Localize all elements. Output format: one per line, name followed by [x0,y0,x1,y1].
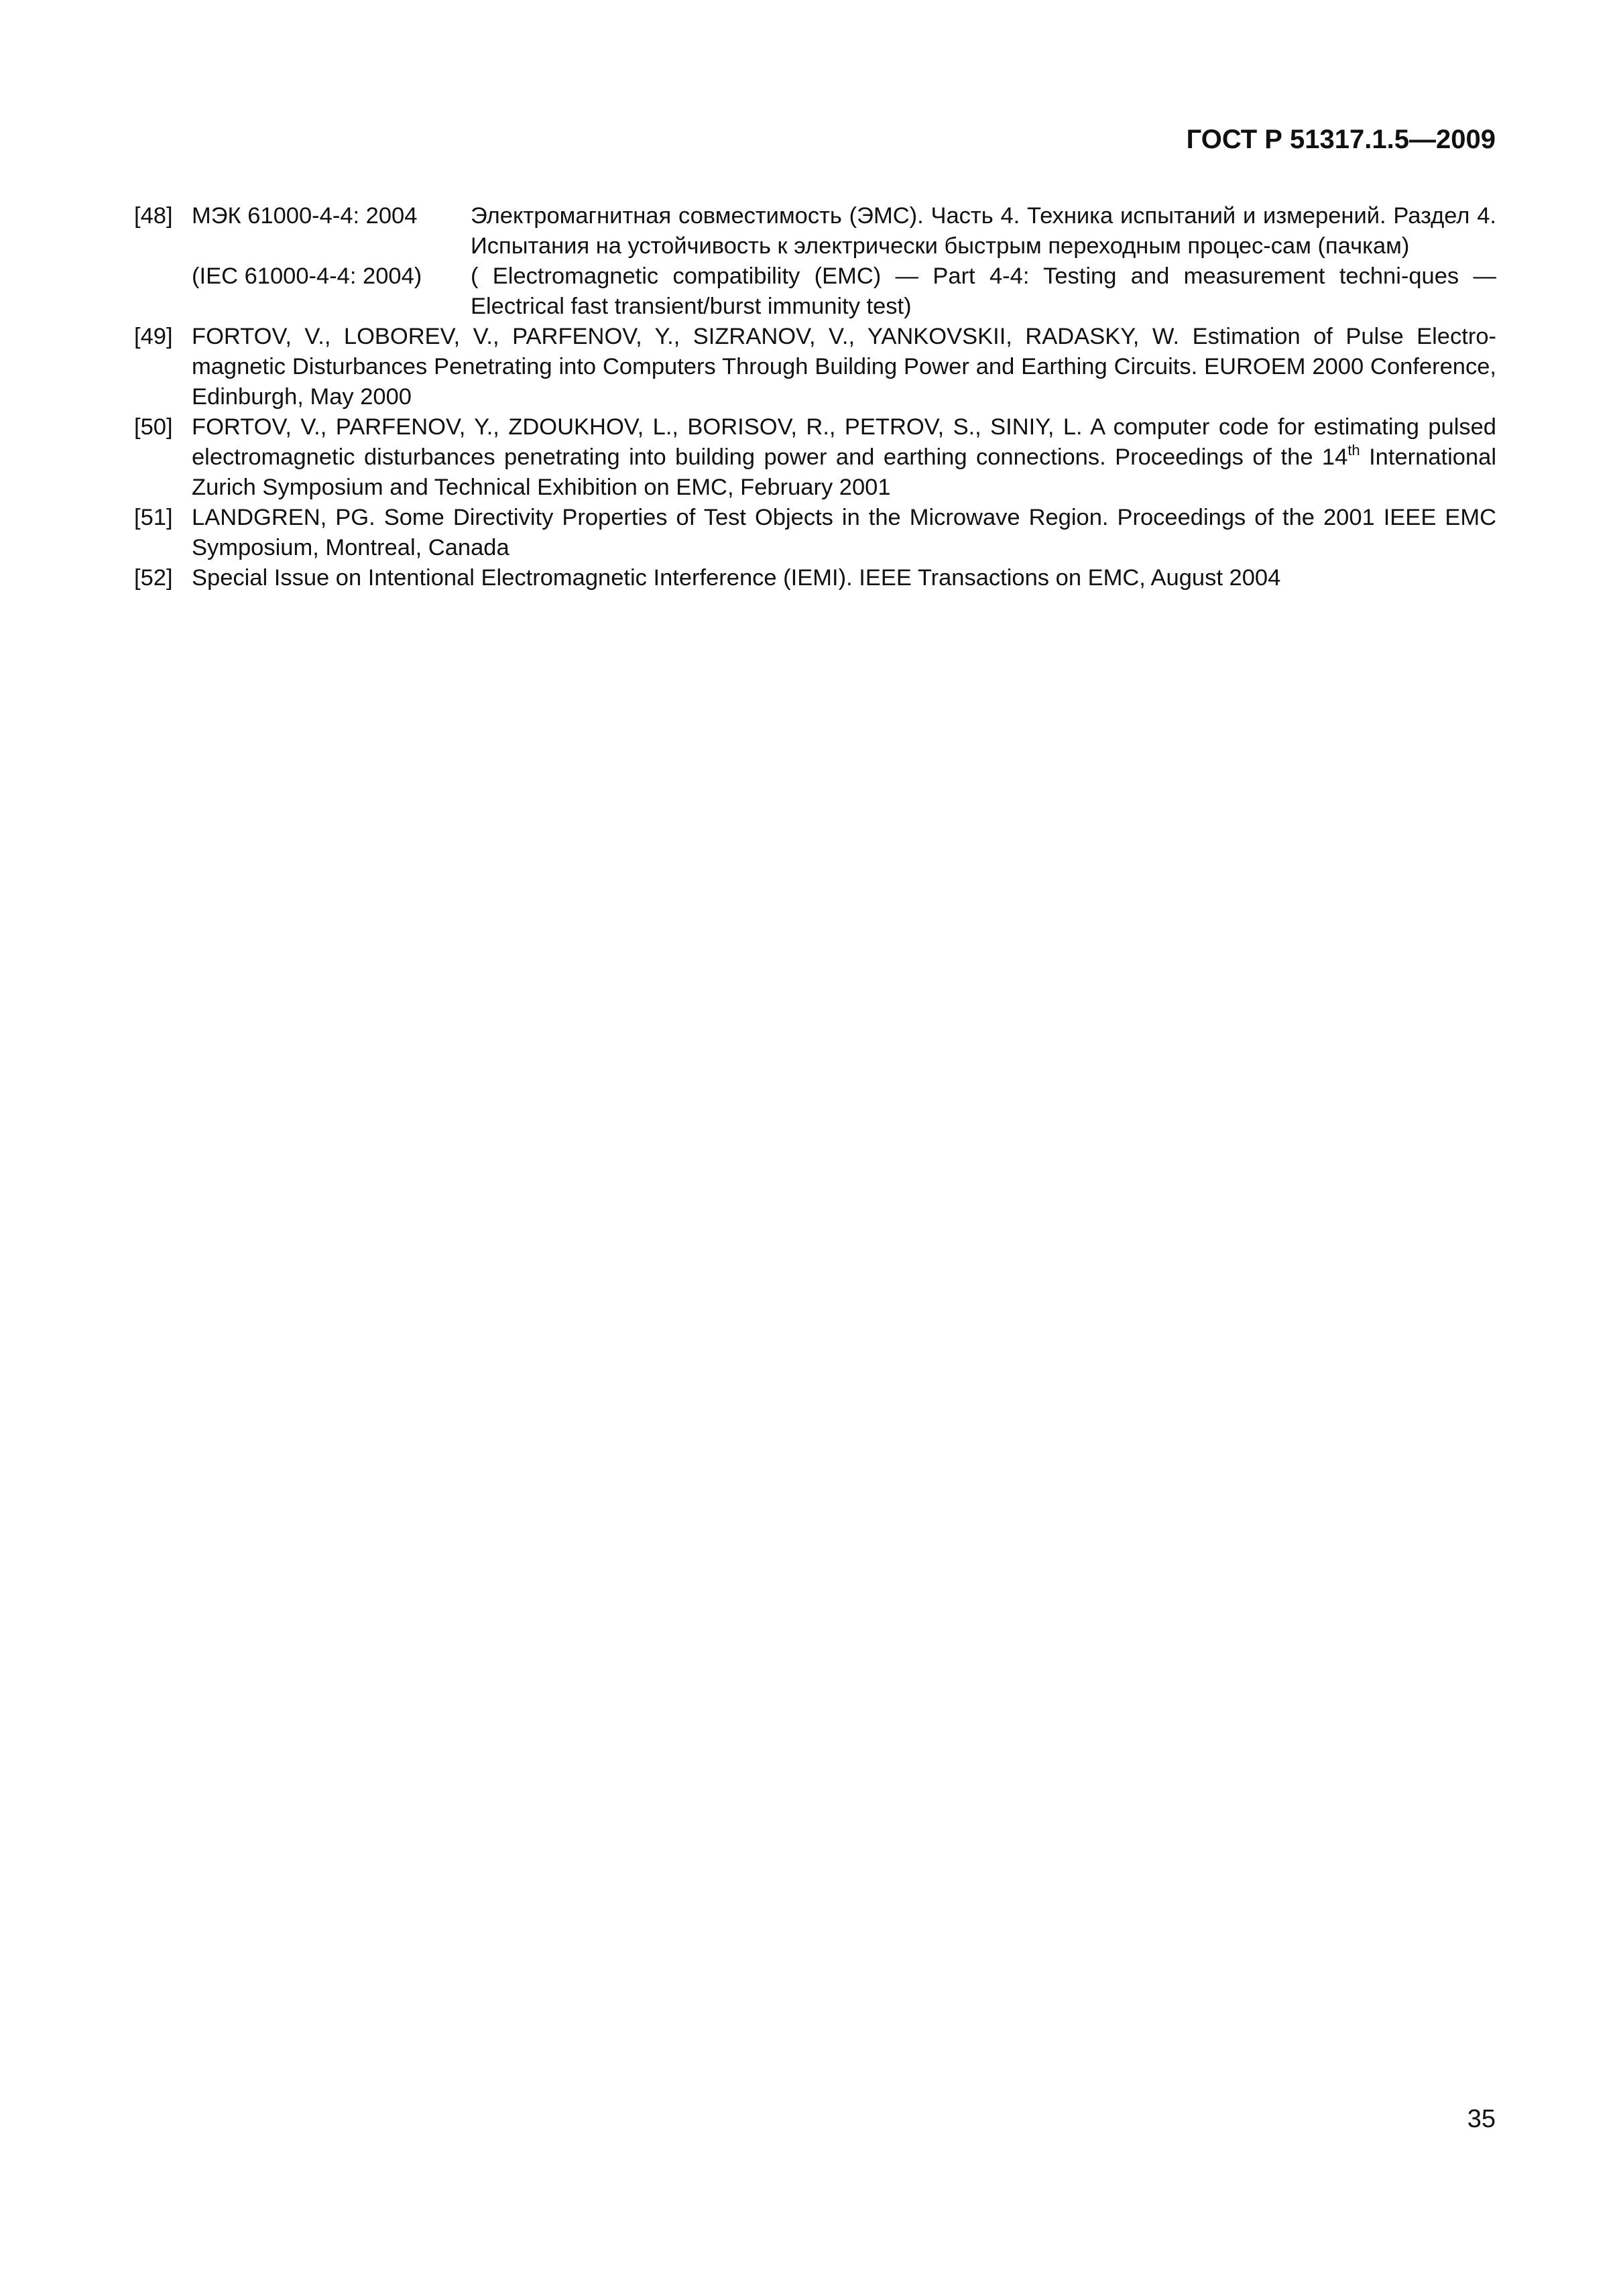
reference-number: [49] [134,324,173,349]
standard-code: МЭК 61000-4-4: 2004 [192,203,418,229]
reference-text [192,412,1496,503]
ordinal-superscript: th [1347,442,1360,459]
standard-title: Электромагнитная совместимость (ЭМС). Часть 4. Техника испытаний и измерений. Раздел 4. Испытания на устойчивость к электрически быстрым переходным процес-сам (пачкам) [471,203,1496,259]
reference-item [134,503,1496,563]
reference-text: LANDGREN, PG. Some Directivity Properties of Test Objects in the Microwave Region. Proceedings of the 2001 IEEE EMC Symposium, Montreal, Canada [192,505,1496,560]
standard-row [192,261,1496,322]
reference-text: FORTOV, V., LOBOREV, V., PARFENOV, Y., SIZRANOV, V., YANKOVSKII, RADASKY, W. Estimation of Pulse Electro-magnetic Disturbances Penetrating into Computers Through Building Power and Earthing Circuits. EUROEM 2000 Conference, Edinburgh, May 2000 [192,324,1496,410]
reference-item [134,201,1496,322]
page-number: 35 [1467,2105,1496,2133]
reference-number: [50] [134,414,173,440]
bibliography-list [134,201,1496,593]
reference-item [134,563,1496,593]
standard-title: ( Electromagnetic compatibility (EMC) — Part 4-4: Testing and measurement techni-ques — Electrical fast transient/burst immunity test) [471,263,1496,319]
standard-code: (IEC 61000-4-4: 2004) [192,263,422,289]
reference-text-part: FORTOV, V., PARFENOV, Y., ZDOUKHOV, L., BORISOV, R., PETROV, S., SINIY, L. A computer code for estimating pulsed electromagnetic disturbances penetrating into building power and earthing connections. Proceedings of the 14 [192,414,1496,470]
document-id-header: ГОСТ Р 51317.1.5—2009 [1186,125,1496,154]
reference-number: [48] [134,203,173,229]
reference-item [134,412,1496,503]
standard-row [192,201,1496,261]
reference-body [192,201,1496,322]
reference-text-part: International Zurich Symposium and Technical Exhibition on EMC, February 2001 [192,444,1496,500]
reference-text: Special Issue on Intentional Electromagnetic Interference (IEMI). IEEE Transactions on EMC, August 2004 [192,565,1281,591]
reference-item [134,322,1496,412]
reference-number: [52] [134,565,173,591]
reference-number: [51] [134,505,173,530]
